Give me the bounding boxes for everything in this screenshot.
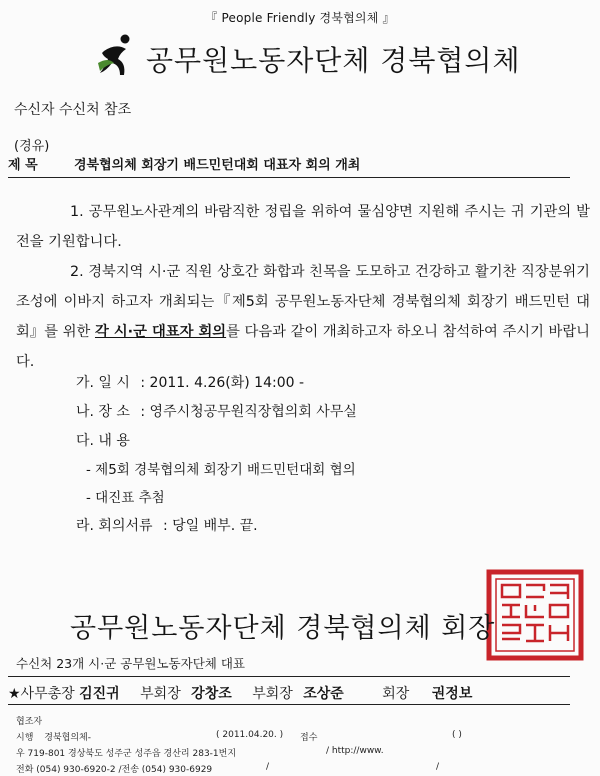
slogan: 『 People Friendly 경북협의체 』 (205, 11, 395, 25)
item-place (76, 401, 357, 421)
item-label: 라. 회의서류 (76, 518, 153, 534)
officer-title: ★사무총장 (8, 686, 75, 702)
content-subitem-1: - 제5회 경북협의체 회장기 배드민턴대회 협의 (86, 462, 356, 478)
enforce-date: ( 2011.04.20. ) (216, 730, 284, 740)
officer-title: 회장 (382, 686, 410, 702)
item-value: : 2011. 4.26(화) 14:00 - (140, 375, 305, 391)
officer-name: 김진귀 (79, 686, 120, 702)
officers-divider-top (8, 676, 570, 677)
item-label: 가. 일 시 (76, 375, 130, 391)
officers-divider-bottom (8, 704, 570, 705)
item-label: 나. 장 소 (76, 404, 130, 420)
enforcement-line (16, 730, 91, 743)
footer-separator: / (266, 762, 270, 772)
officer-name: 조상준 (303, 686, 344, 702)
item-documents (76, 515, 258, 535)
enforce-label: 시행 (16, 733, 34, 743)
subject-text: 경북협의체 회장기 배드민턴대회 대표자 회의 개최 (74, 158, 361, 173)
officer-title: 부회장 (140, 686, 181, 702)
via-line: (경유) (14, 139, 50, 154)
distribution-list: 수신처 23개 시·군 공무원노동자단체 대표 (16, 656, 245, 671)
officer-name: 강창조 (191, 686, 232, 702)
footer-separator: / (436, 762, 440, 772)
paragraph-2-highlight: 각 시·군 대표자 회의 (94, 324, 227, 340)
receipt-label: 접수 (300, 733, 318, 743)
sender-title: 공무원노동자단체 경북협의체 회장 (70, 613, 496, 644)
item-value: : 영주시청공무원직장협의회 사무실 (140, 404, 357, 420)
subject-divider (8, 177, 570, 178)
subject-line (8, 154, 360, 173)
organization-title: 공무원노동자단체 경북협의체 (146, 44, 521, 77)
official-seal-stamp (486, 569, 584, 661)
recipient-line: 수신자 수신처 참조 (14, 102, 132, 118)
officers-line (8, 683, 472, 703)
paragraph-1: 1. 공무원노사관계의 바람직한 정립을 위하여 물심양면 지원해 주시는 귀 기관의 발전을 기원합니다. (16, 204, 590, 250)
paragraph-2-tail: 를 다음과 같이 개최하고자 하오니 참석하여 주시기 바랍니다. (16, 324, 590, 370)
receipt-value: ( ) (452, 730, 462, 740)
address-line: 우 719-801 경상북도 성주군 성주읍 경산리 283-1번지 (16, 749, 237, 759)
item-content (76, 430, 136, 450)
organization-logo-icon (96, 33, 136, 79)
website-url: / http://www. (326, 746, 384, 756)
enforce-number: 경북협의체- (44, 733, 91, 743)
cooperator-label: 협조자 (16, 717, 43, 727)
officer-name: 권정보 (431, 686, 473, 702)
letterhead (96, 31, 596, 83)
paragraph-2 (16, 257, 590, 377)
subject-label: 제 목 (8, 158, 38, 173)
item-value: : 당일 배부. 끝. (162, 518, 258, 534)
paragraph-2-text: 2. 경북지역 시·군 직원 상호간 화합과 친목을 도모하고 건강하고 활기찬 직장분위기 조성에 이바지 하고자 개최되는『제5회 공무원노동자단체 경북협의체 회장기 배드민턴 대회』를 위한 (16, 264, 590, 340)
phone-fax-line: 전화 (054) 930-6920-2 /전송 (054) 930-6929 (16, 765, 213, 775)
officer-title: 부회장 (252, 686, 293, 702)
item-datetime (76, 372, 304, 392)
item-label: 다. 내 용 (76, 433, 130, 449)
content-subitem-2: - 대진표 추첨 (86, 490, 165, 506)
